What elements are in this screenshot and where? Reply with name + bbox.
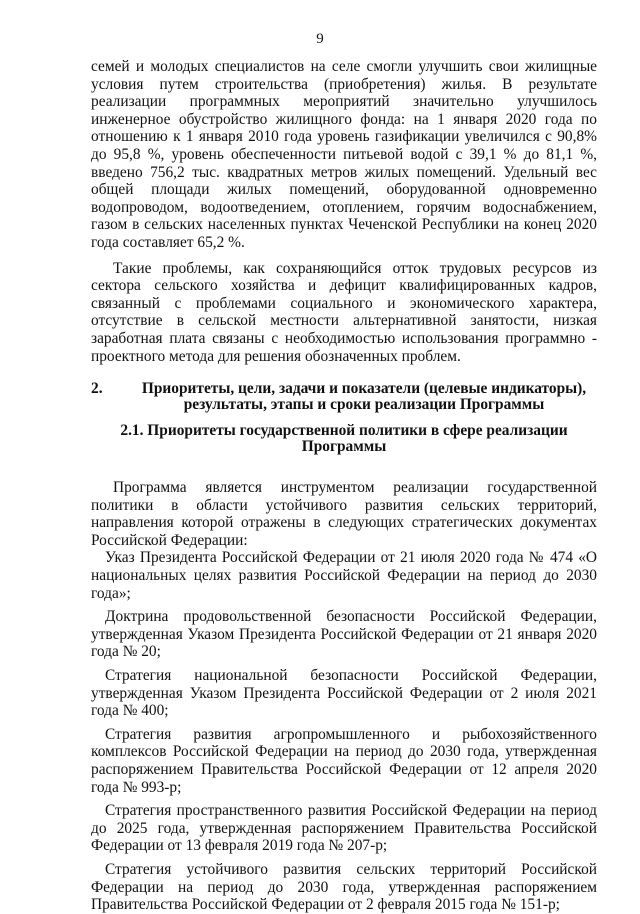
- section-2-1-heading: 2.1. Приоритеты государственной политики в сфере реализации Программы: [120, 422, 568, 456]
- document-item-national-security-strategy: Стратегия национальной безопасности Российской Федерации, утвержденная Указом Президента Российской Федерации от 2 июля 2021 года № 400;: [91, 667, 597, 720]
- section-2-number: 2.: [91, 380, 103, 398]
- paragraph-program-intro: Программа является инструментом реализации государственной политики в области устойчивого развития сельских территорий, направления которой отражены в следующих стратегических документах Российской Федерации:: [91, 479, 597, 549]
- page-number: 9: [316, 31, 324, 47]
- document-item-food-security-doctrine: Доктрина продовольственной безопасности Российской Федерации, утвержденная Указом Президента Российской Федерации от 21 января 2020 года № 20;: [91, 608, 597, 661]
- document-item-decree-474: Указ Президента Российской Федерации от 21 июля 2020 года № 474 «О национальных целях развития Российской Федерации на период до 2030 года»;: [91, 549, 597, 602]
- section-2-title: Приоритеты, цели, задачи и показатели (целевые индикаторы), результаты, этапы и сроки реализации Программы: [141, 380, 587, 414]
- page-content: [91, 58, 597, 914]
- document-item-agro-strategy: Стратегия развития агропромышленного и рыбохозяйственного комплексов Российской Федерации на период до 2030 года, утвержденная распоряжением Правительства Российской Федерации от 12 апреля 2020 года № 993-р;: [91, 725, 597, 796]
- section-2-heading: [91, 381, 597, 413]
- document-item-rural-strategy: Стратегия устойчивого развития сельских территорий Российской Федерации на период до 2030 года, утвержденная распоряжением Правительства Российской Федерации от 2 февраля 2015 года № 151-р;: [91, 860, 597, 914]
- paragraph-problems: Такие проблемы, как сохраняющийся отток трудовых ресурсов из сектора сельского хозяйства и дефицит квалифицированных кадров, связанный с проблемами социального и экономического характера, отсутствие в сельской местности альтернативной занятости, низкая заработная плата связаны с необходимостью использования программно - проектного метода для решения обозначенных проблем.: [91, 259, 597, 365]
- document-item-spatial-strategy: Стратегия пространственного развития Российской Федерации на период до 2025 года, утвержденная распоряжением Правительства Российской Федерации от 13 февраля 2019 года № 207-р;: [91, 802, 597, 855]
- paragraph-housing-results: семей и молодых специалистов на селе смогли улучшить свои жилищные условия путем строительства (приобретения) жилья. В результате реализации программных мероприятий значительно улучшилось инженерное обустройство жилищного фонда: на 1 января 2020 года по отношению к 1 января 2010 года уровень газификации увеличился с 90,8% до 95,8 %, уровень обеспеченности питьевой водой с 39,1 % до 81,1 %, введено 756,2 тыс. квадратных метров жилых помещений. Удельный вес общей площади жилых помещений, оборудованной одновременно водопроводом, водоотведением, отоплением, горячим водоснабжением, газом в сельских населенных пунктах Чеченской Республики на конец 2020 года составляет 65,2 %.: [91, 58, 597, 251]
